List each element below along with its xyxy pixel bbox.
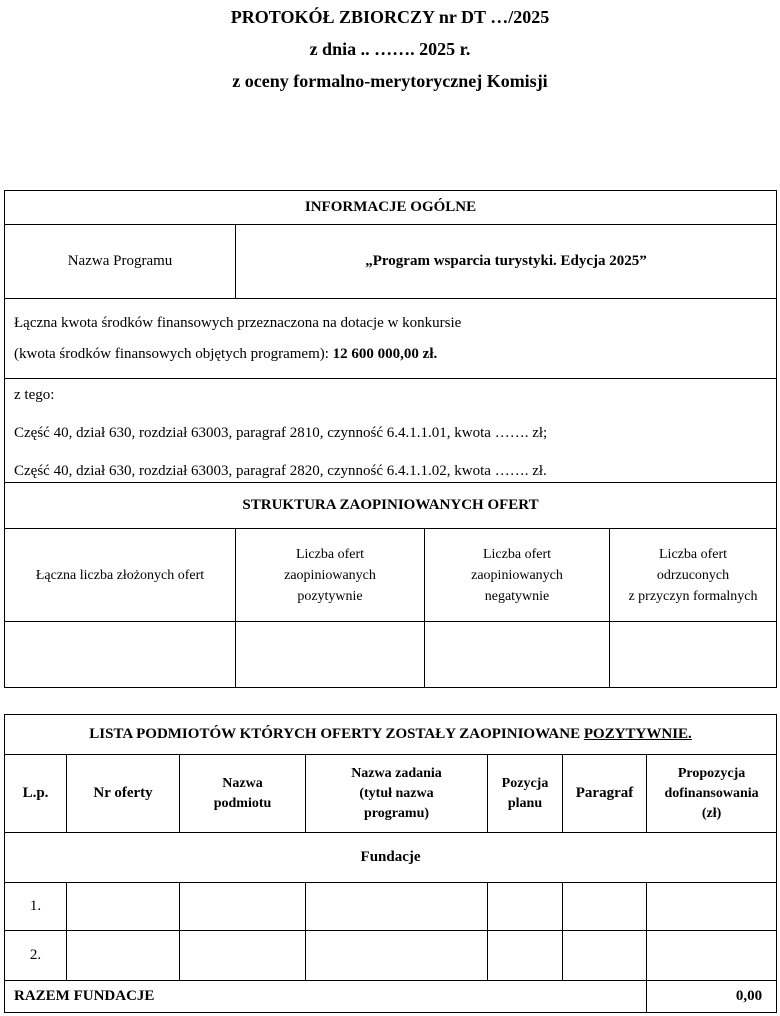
row-propozycja[interactable] [647,883,777,931]
list-title-text: LISTA PODMIOTÓW KTÓRYCH OFERTY ZOSTAŁY ZAOPINIOWANE [89,726,584,742]
structure-col-negative-l2: zaopiniowanych [471,567,563,583]
breakdown-intro: z tego: [14,387,55,403]
col-header-lp: L.p. [5,755,67,833]
col-header-nazwa-podmiotu-l1: Nazwa [222,775,263,791]
total-fundacje-label: RAZEM FUNDACJE [5,981,647,1013]
program-name-value: „Program wsparcia turystyki. Edycja 2025” [236,225,777,299]
col-header-nazwa-zadania-l1: Nazwa zadania [351,765,442,781]
structure-value-rejected[interactable] [610,622,777,688]
structure-col-rejected-l1: Liczba ofert [659,546,728,562]
structure-col-negative-l3: negatywnie [484,588,550,604]
total-amount-cell [5,299,777,379]
total-fundacje-value: 0,00 [647,981,777,1013]
col-header-nazwa-podmiotu-l2: podmiotu [213,795,272,811]
row-pozycja-planu[interactable] [488,931,563,981]
structure-value-negative[interactable] [425,622,610,688]
row-nr-oferty[interactable] [67,883,180,931]
row-nazwa-zadania[interactable] [306,931,488,981]
col-header-paragraf: Paragraf [563,755,647,833]
row-lp: 1. [5,883,67,931]
col-header-nr-oferty: Nr oferty [67,755,180,833]
row-pozycja-planu[interactable] [488,883,563,931]
col-header-propozycja-l2: dofinansowania [664,785,759,801]
positive-list-table [4,714,777,1013]
breakdown-cell [5,379,777,483]
breakdown-line1: Część 40, dział 630, rozdział 63003, paragraf 2810, czynność 6.4.1.1.01, kwota ……. zł; [14,425,548,441]
general-info-table [4,190,777,688]
table-row [5,883,777,931]
col-header-propozycja-l1: Propozycja [677,765,746,781]
col-header-nazwa-zadania-l2: (tytuł nazwa [359,785,434,801]
row-nr-oferty[interactable] [67,931,180,981]
row-propozycja[interactable] [647,931,777,981]
row-nazwa-zadania[interactable] [306,883,488,931]
amount-line2: (kwota środków finansowych objętych programem): [14,346,333,362]
general-section-title: INFORMACJE OGÓLNE [5,191,777,225]
row-nazwa-podmiotu[interactable] [180,931,306,981]
structure-col-positive-l3: pozytywnie [297,588,363,604]
col-header-pozycja-planu [488,755,563,833]
doc-title-line2: z dnia .. ……. 2025 r. [309,39,471,59]
structure-col-positive [236,529,425,622]
structure-col-rejected [610,529,777,622]
structure-value-positive[interactable] [236,622,425,688]
col-header-nazwa-podmiotu [180,755,306,833]
structure-value-total[interactable] [5,622,236,688]
structure-col-positive-l2: zaopiniowanych [284,567,376,583]
amount-value: 12 600 000,00 zł. [332,346,438,362]
doc-title-line3: z oceny formalno-merytorycznej Komisji [232,71,548,91]
col-header-nazwa-zadania-l3: programu) [363,805,430,821]
group-label-fundacje: Fundacje [5,833,777,883]
doc-title-line1: PROTOKÓŁ ZBIORCZY nr DT …/2025 [230,7,550,27]
structure-col-negative-l1: Liczba ofert [482,546,551,562]
row-paragraf[interactable] [563,931,647,981]
structure-col-rejected-l2: odrzuconych [656,567,730,583]
row-paragraf[interactable] [563,883,647,931]
col-header-pozycja-planu-l1: Pozycja [501,775,549,791]
structure-col-total: Łączna liczba złożonych ofert [5,529,236,622]
col-header-propozycja-l3: (zł) [701,805,722,821]
list-title [5,715,777,755]
amount-line1: Łączna kwota środków finansowych przeznaczona na dotacje w konkursie [14,315,462,331]
table-row [5,931,777,981]
program-name-label: Nazwa Programu [5,225,236,299]
list-title-positive: POZYTYWNIE. [583,726,692,742]
row-lp: 2. [5,931,67,981]
col-header-pozycja-planu-l2: planu [507,795,543,811]
structure-col-rejected-l3: z przyczyn formalnych [628,588,758,604]
structure-section-title: STRUKTURA ZAOPINIOWANYCH OFERT [5,483,777,529]
structure-col-positive-l1: Liczba ofert [295,546,364,562]
structure-col-negative [425,529,610,622]
col-header-propozycja [647,755,777,833]
breakdown-line2: Część 40, dział 630, rozdział 63003, paragraf 2820, czynność 6.4.1.1.02, kwota ……. zł. [14,463,547,479]
row-nazwa-podmiotu[interactable] [180,883,306,931]
col-header-nazwa-zadania [306,755,488,833]
